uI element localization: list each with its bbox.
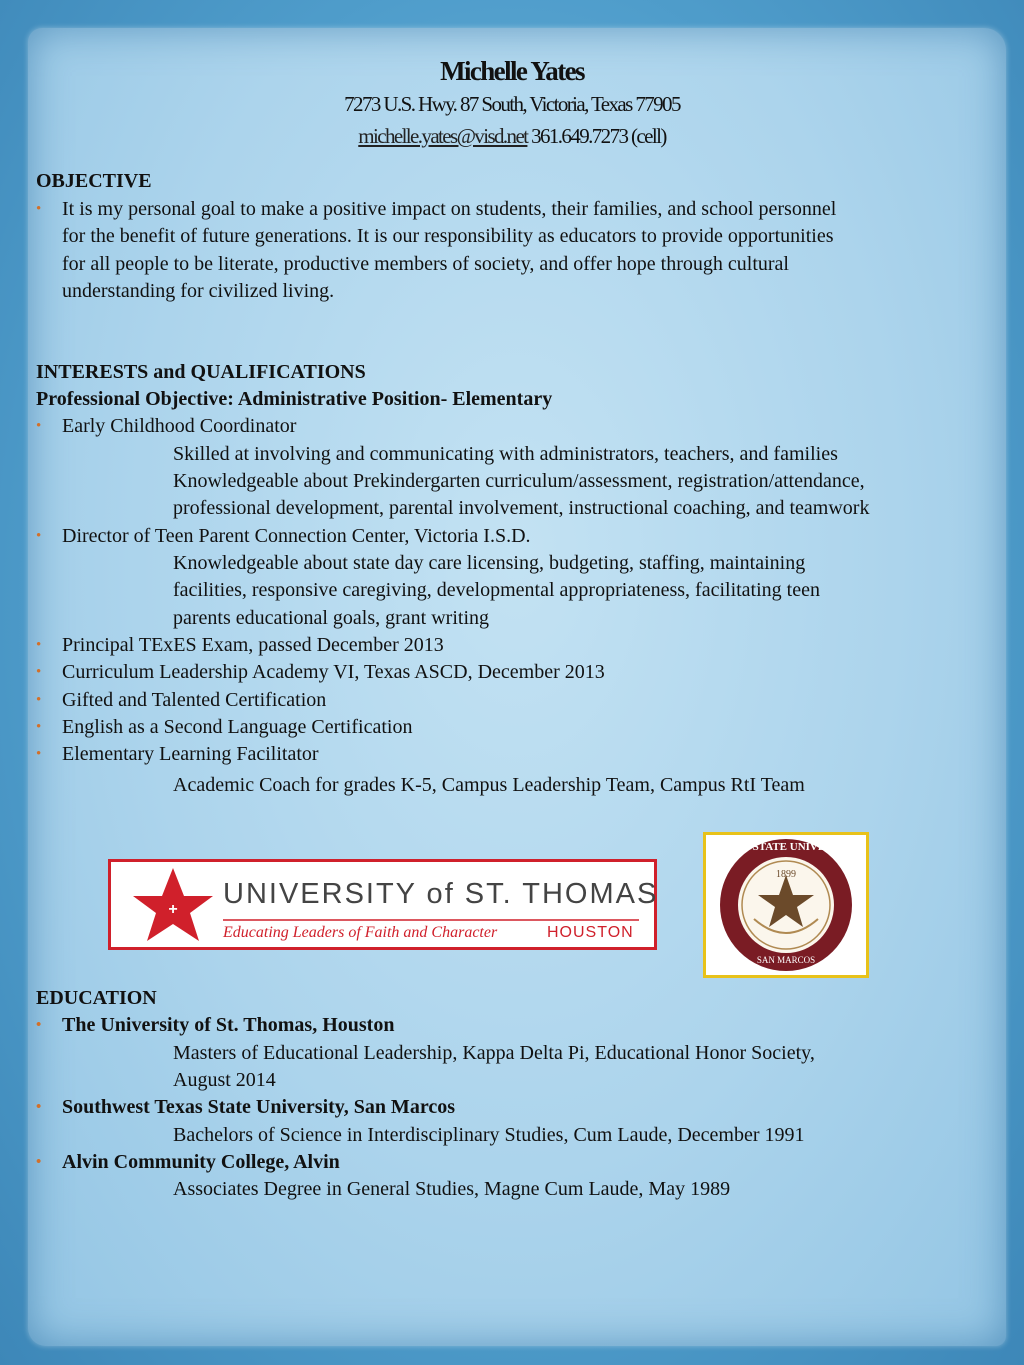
- ust-name: UNIVERSITY of ST. THOMAS: [223, 878, 659, 910]
- txst-city: SAN MARCOS: [756, 955, 816, 965]
- txst-name: TEXAS STATE UNIVERSITY: [713, 841, 859, 853]
- detail-line: facilities, responsive caregiving, developmental appropriateness, facilitating teen: [173, 579, 820, 601]
- ust-tagline: Educating Leaders of Faith and Character: [223, 924, 498, 941]
- school-name: Southwest Texas State University, San Marcos: [62, 1096, 455, 1118]
- objective-line: for the benefit of future generations. It is our responsibility as educators to provide opportunities: [62, 225, 834, 248]
- txst-year: 1899: [776, 869, 796, 880]
- list-item-label: Principal TExES Exam, passed December 2013: [62, 634, 444, 656]
- detail-line: Knowledgeable about Prekindergarten curriculum/assessment, registration/attendance,: [173, 470, 865, 492]
- detail-line: Skilled at involving and communicating with administrators, teachers, and families: [173, 443, 838, 465]
- texas-state-university-seal: [703, 832, 869, 978]
- objective-line: for all people to be literate, productive members of society, and offer hope through cultural: [62, 252, 789, 275]
- bullet-dot-icon: •: [36, 201, 42, 217]
- resume-name: Michelle Yates: [440, 56, 584, 86]
- interests-heading: INTERESTS and QUALIFICATIONS: [36, 361, 366, 383]
- objective-heading: OBJECTIVE: [36, 170, 152, 192]
- resume-address: 7273 U.S. Hwy. 87 South, Victoria, Texas 77905: [344, 92, 680, 116]
- list-item-label: Director of Teen Parent Connection Center, Victoria I.S.D.: [62, 525, 531, 547]
- bullet-dot-icon: •: [36, 719, 42, 735]
- school-name: Alvin Community College, Alvin: [62, 1151, 340, 1173]
- bullet-dot-icon: •: [36, 664, 42, 680]
- ust-city: HOUSTON: [547, 924, 634, 941]
- objective-line: understanding for civilized living.: [62, 279, 335, 302]
- resume-contact-line: [0, 124, 1024, 149]
- bullet-dot-icon: •: [36, 1154, 42, 1170]
- detail-line: Knowledgeable about state day care licensing, budgeting, staffing, maintaining: [173, 552, 806, 574]
- university-of-st-thomas-logo: [108, 859, 657, 950]
- bullet-dot-icon: •: [36, 637, 42, 653]
- detail-line: professional development, parental involvement, instructional coaching, and teamwork: [173, 497, 870, 519]
- svg-text:+: +: [168, 901, 178, 918]
- detail-line: August 2014: [173, 1069, 276, 1091]
- detail-line: Associates Degree in General Studies, Magne Cum Laude, May 1989: [173, 1178, 731, 1200]
- txst-seal-icon: [706, 835, 866, 975]
- bullet-dot-icon: •: [36, 692, 42, 708]
- bullet-dot-icon: •: [36, 1017, 42, 1033]
- education-heading: EDUCATION: [36, 987, 157, 1009]
- school-name: The University of St. Thomas, Houston: [62, 1014, 395, 1036]
- bullet-dot-icon: •: [36, 1099, 42, 1115]
- list-item-label: Elementary Learning Facilitator: [62, 743, 319, 765]
- professional-objective: Professional Objective: Administrative Position- Elementary: [36, 388, 553, 410]
- objective-line: It is my personal goal to make a positive impact on students, their families, and school personnel: [62, 198, 837, 220]
- phone-number: 361.649.7273 (cell): [531, 124, 666, 148]
- list-item-label: English as a Second Language Certification: [62, 716, 413, 738]
- bullet-dot-icon: •: [36, 528, 42, 544]
- list-item-label: Early Childhood Coordinator: [62, 415, 297, 437]
- list-item-label: Gifted and Talented Certification: [62, 689, 327, 711]
- email-link[interactable]: michelle.yates@visd.net: [358, 124, 528, 148]
- bullet-dot-icon: •: [36, 746, 42, 762]
- objective-text: [62, 196, 836, 305]
- detail-line: parents educational goals, grant writing: [173, 607, 490, 629]
- detail-line: Masters of Educational Leadership, Kappa Delta Pi, Educational Honor Society,: [173, 1042, 815, 1064]
- bullet-dot-icon: •: [36, 418, 42, 434]
- detail-line: Academic Coach for grades K-5, Campus Leadership Team, Campus RtI Team: [173, 774, 805, 796]
- list-item-label: Curriculum Leadership Academy VI, Texas ASCD, December 2013: [62, 661, 605, 683]
- detail-line: Bachelors of Science in Interdisciplinary Studies, Cum Laude, December 1991: [173, 1124, 805, 1146]
